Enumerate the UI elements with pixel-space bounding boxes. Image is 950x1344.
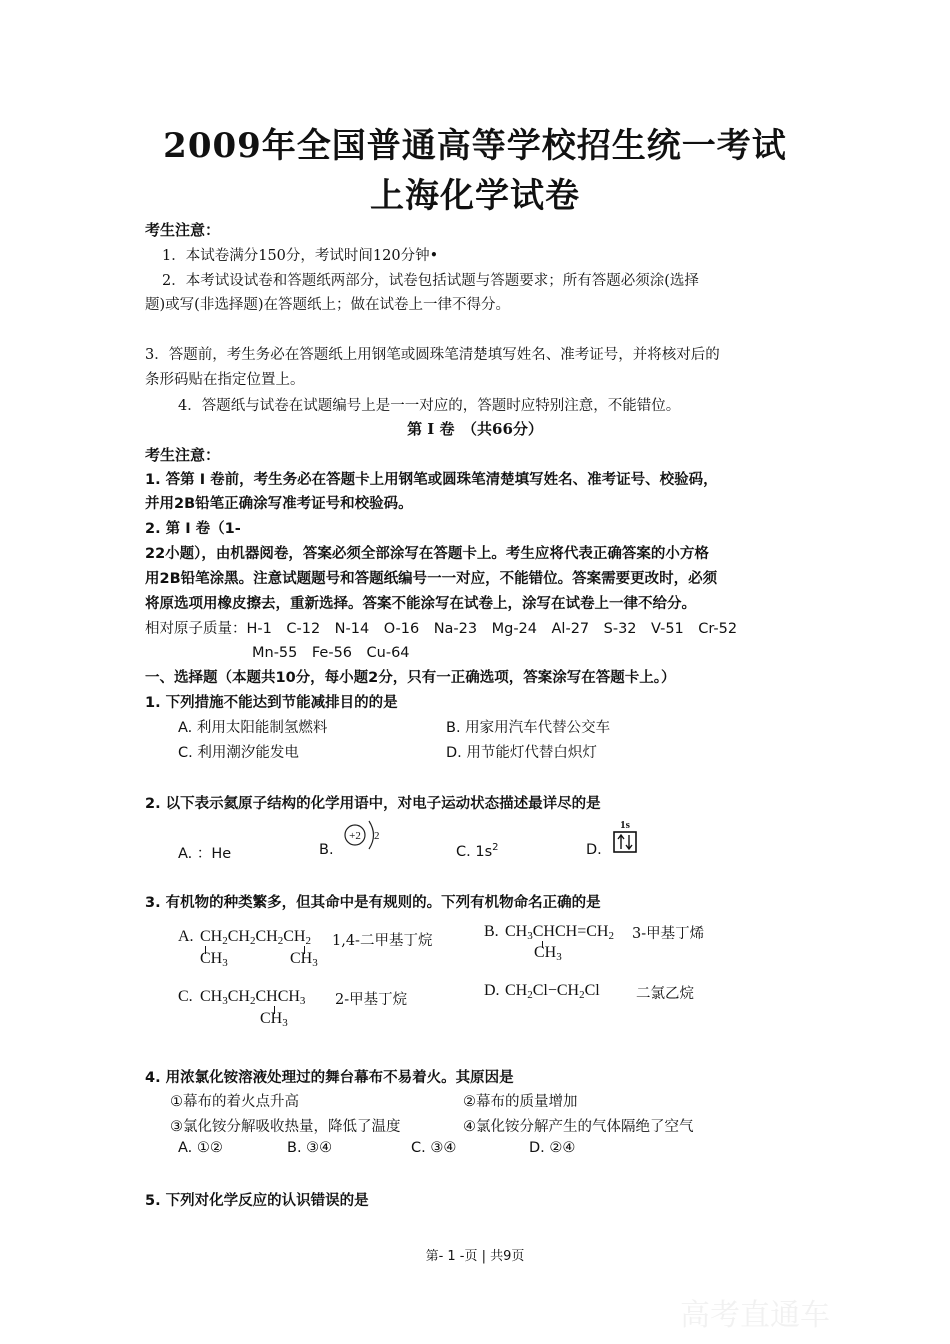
- question-3-stem: 3. 有机物的种类繁多，但其命中是有规则的。下列有机物命名正确的是: [145, 895, 601, 911]
- question-3-option-c-name: 2-甲基丁烷: [335, 992, 408, 1008]
- helium-nucleus-charge: +2: [349, 830, 361, 842]
- notice2-item-1-line2: 并用2B铅笔正确涂写准考证号和校验码。: [145, 496, 413, 512]
- orbital-box-diagram: [606, 816, 648, 858]
- question-4-statement-2: ②幕布的质量增加: [463, 1094, 578, 1110]
- question-2-option-c: C. $1s^2$: [456, 842, 499, 860]
- notice-item-2-line2: 题)或写(非选择题)在答题纸上；做在试卷上一律不得分。: [145, 297, 510, 313]
- question-4-option-c: C. ③④: [411, 1140, 457, 1156]
- notice2-item-2-line3: 用2B铅笔涂黑。注意试题题号和答题纸编号一一对应，不能错位。答案需要更改时，必须: [145, 571, 718, 587]
- notice-item-1: 1．本试卷满分150分，考试时间120分钟•: [162, 248, 439, 264]
- question-3-option-c-formula: $CH_3CH_2CHCH_3$: [200, 988, 306, 1007]
- watermark-text: 高考直通车: [680, 1298, 830, 1333]
- part-one-title: 第 I 卷 （共66分）: [407, 420, 543, 438]
- page-footer: 第- 1 -页 | 共9页: [425, 1249, 525, 1264]
- question-5-stem: 5. 下列对化学反应的认识错误的是: [145, 1193, 369, 1209]
- question-3-option-d-label: D.: [484, 982, 500, 999]
- question-2-stem: 2. 以下表示氦原子结构的化学用语中，对电子运动状态描述最详尽的是: [145, 796, 601, 812]
- methyl-group: $CH_3$: [534, 944, 562, 963]
- question-3-option-b-formula: $CH_3CHCH=CH_2$: [505, 923, 614, 942]
- atomic-masses-line1: 相对原子质量：H-1 C-12 N-14 O-16 Na-23 Mg-24 Al-27 S-32 V-51 Cr-52: [145, 621, 738, 637]
- question-3-option-a-name: 1,4-二甲基丁烷: [332, 933, 433, 949]
- question-4-statement-1: ①幕布的着火点升高: [170, 1094, 299, 1110]
- notice-item-3-line2: 条形码贴在指定位置上。: [145, 372, 305, 388]
- question-1-option-b: B. 用家用汽车代替公交车: [446, 720, 611, 736]
- question-1-option-d: D. 用节能灯代替白炽灯: [446, 745, 597, 761]
- notice-item-4: 4．答题纸与试卷在试题编号上是一一对应的，答题时应特别注意，不能错位。: [178, 398, 681, 414]
- orbital-label: 1s: [620, 819, 630, 831]
- question-3-option-a-formula: $CH_2CH_2CH_2CH_2$: [200, 928, 311, 947]
- question-4-option-a: A. ①②: [178, 1140, 223, 1156]
- question-1-option-c: C. 利用潮汐能发电: [178, 745, 299, 761]
- question-2-option-b: B.: [319, 842, 334, 858]
- exam-title-line1: 2009年全国普通高等学校招生统一考试: [163, 126, 787, 166]
- question-3-option-d-formula: $CH_2Cl-CH_2Cl$: [505, 982, 600, 1001]
- methyl-group: $CH_3$: [290, 950, 318, 969]
- question-3-option-a-label: A.: [178, 928, 194, 945]
- notice2-item-2-line2: 22小题），由机器阅卷，答案必须全部涂写在答题卡上。考生应将代表正确答案的小方格: [145, 546, 709, 562]
- question-2-option-a: A. ：He: [178, 846, 232, 862]
- section-one-heading: 一、选择题（本题共10分，每小题2分，只有一正确选项，答案涂写在答题卡上。）: [145, 670, 676, 686]
- notice-item-2-line1: 2．本考试设试卷和答题纸两部分，试卷包括试题与答题要求；所有答题必须涂(选择: [162, 273, 699, 289]
- question-3-option-b-name: 3-甲基丁烯: [632, 926, 705, 942]
- notice2-item-1-line1: 1. 答第 I 卷前，考生务必在答题卡上用钢笔或圆珠笔清楚填写姓名、准考证号、校验码，: [145, 472, 718, 488]
- helium-shell-electrons: 2: [374, 830, 380, 842]
- question-2-option-d: D.: [586, 842, 602, 858]
- question-4-option-d: D. ②④: [529, 1140, 576, 1156]
- methyl-group: $CH_3$: [260, 1010, 288, 1029]
- notice-heading: 考生注意：: [145, 221, 221, 239]
- question-3-option-c-label: C.: [178, 988, 193, 1005]
- question-4-statement-4: ④氯化铵分解产生的气体隔绝了空气: [463, 1119, 694, 1135]
- question-4-stem: 4. 用浓氯化铵溶液处理过的舞台幕布不易着火。其原因是: [145, 1070, 514, 1086]
- question-4-option-b: B. ③④: [287, 1140, 333, 1156]
- question-3-option-d-name: 二氯乙烷: [636, 986, 694, 1002]
- question-1-stem: 1. 下列措施不能达到节能减排目的的是: [145, 695, 398, 711]
- question-3-option-b-label: B.: [484, 923, 499, 940]
- notice2-item-2-line1: 2. 第 I 卷（1-: [145, 521, 241, 537]
- methyl-group: $CH_3$: [200, 950, 228, 969]
- question-1-option-a: A. 利用太阳能制氢燃料: [178, 720, 328, 736]
- notice2-item-2-line4: 将原选项用橡皮擦去，重新选择。答案不能涂写在试卷上，涂写在试卷上一律不给分。: [145, 596, 696, 612]
- helium-atom-structure-diagram: [336, 815, 386, 855]
- exam-title-line2: 上海化学试卷: [370, 176, 580, 216]
- question-4-statement-3: ③氯化铵分解吸收热量，降低了温度: [170, 1119, 401, 1135]
- atomic-masses-line2: Mn-55 Fe-56 Cu-64: [252, 645, 410, 661]
- notice2-heading: 考生注意：: [145, 446, 221, 464]
- notice-item-3-line1: 3．答题前，考生务必在答题纸上用钢笔或圆珠笔清楚填写姓名、准考证号，并将核对后的: [145, 347, 720, 363]
